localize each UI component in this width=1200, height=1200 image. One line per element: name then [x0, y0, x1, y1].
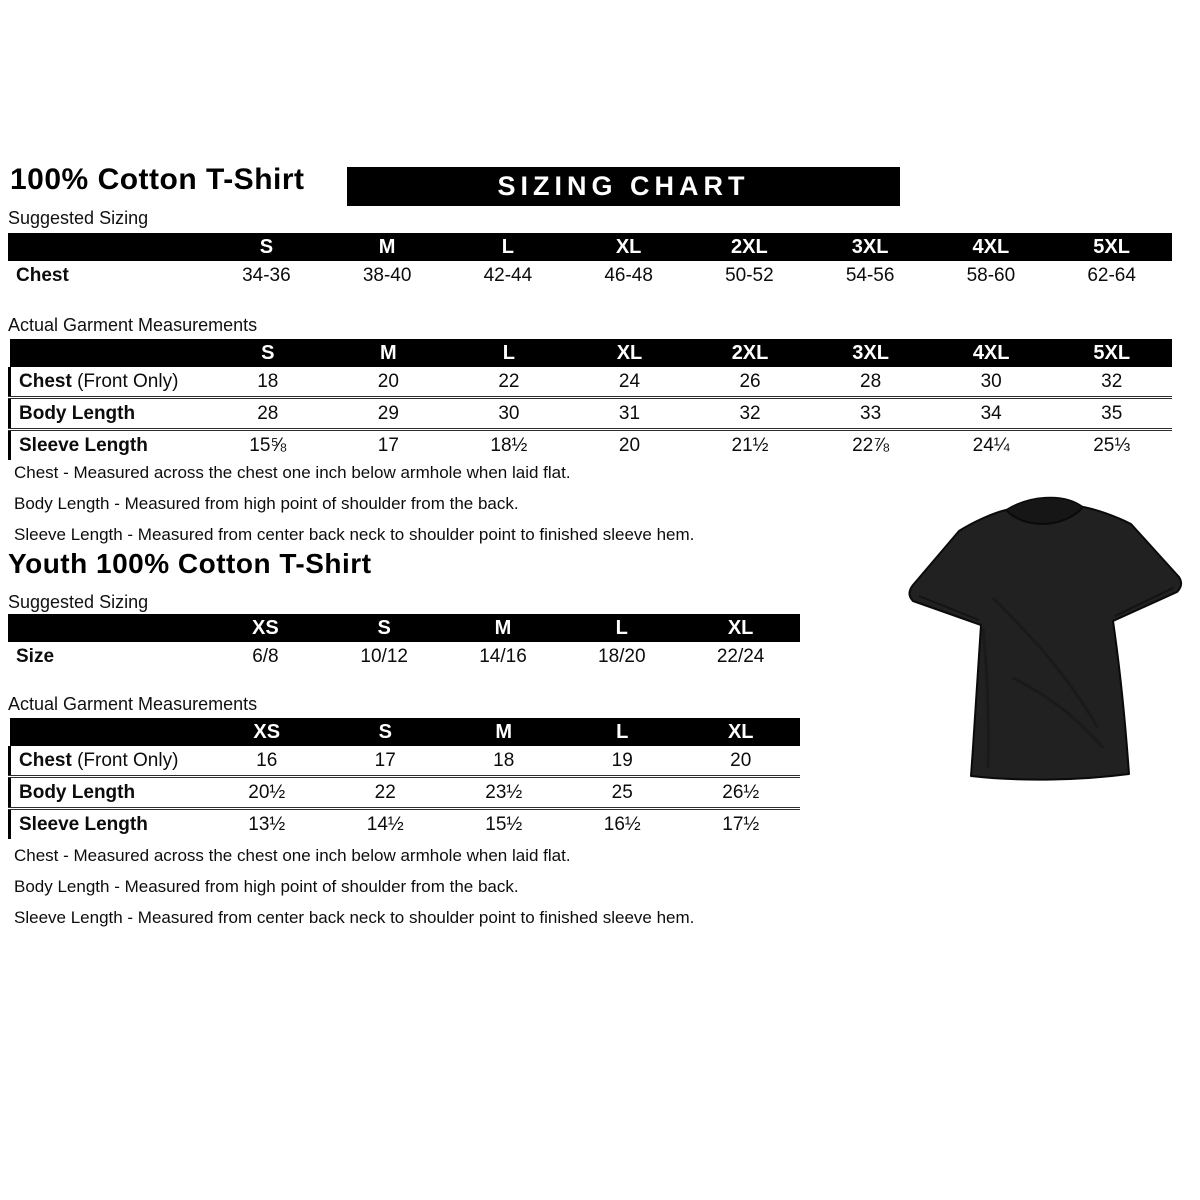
measurement-value: 14/16	[479, 645, 527, 667]
measurement-row	[10, 746, 801, 777]
black-tshirt-image	[893, 478, 1198, 806]
note-line: Body Length - Measured from high point of shoulder from the back.	[14, 494, 519, 513]
youth-measurement-notes	[14, 840, 694, 933]
measurement-value: 20½	[208, 777, 327, 809]
measurement-value: 20	[618, 434, 641, 456]
youth-suggested-sizing-label: Suggested Sizing	[8, 592, 149, 612]
measurement-value: 24¼	[972, 434, 1010, 456]
measurement-value: 25	[563, 777, 682, 809]
table-header-row	[10, 718, 801, 746]
size-column-header-2xl: 2XL	[690, 339, 811, 367]
measurement-value: 15⅝	[249, 434, 287, 456]
size-column-header-s: S	[326, 718, 445, 746]
measurement-value: 62-64	[1087, 264, 1136, 286]
measurement-value: 26	[690, 367, 811, 398]
note-line: Sleeve Length - Measured from center back neck to shoulder point to finished sleeve hem.	[14, 525, 695, 544]
size-column-header-l: L	[562, 614, 681, 642]
sizing-chart-banner	[347, 167, 900, 206]
size-column-header-l: L	[449, 339, 570, 367]
measurement-row	[10, 430, 1173, 461]
note-line: Chest - Measured across the chest one inch below armhole when laid flat.	[14, 463, 571, 482]
measurement-value: 31	[569, 398, 690, 430]
measurement-value: 30	[449, 398, 570, 430]
row-label: Chest (Front Only)	[10, 746, 208, 777]
measurement-value: 58-60	[966, 264, 1016, 286]
measurement-value: 22⅞	[852, 434, 890, 456]
size-column-header-2xl: 2XL	[689, 233, 810, 261]
header-spacer	[8, 233, 206, 261]
adult-suggested-sizing-table	[8, 233, 1172, 290]
measurement-value: 34	[931, 398, 1052, 430]
size-column-header-m: M	[445, 718, 564, 746]
measurement-value: 54-56	[845, 264, 895, 286]
table-header-row	[8, 614, 800, 642]
tshirt-body	[910, 507, 1182, 780]
size-column-header-5xl: 5XL	[1051, 339, 1172, 367]
measurement-value: 15½	[485, 813, 523, 835]
note-line: Sleeve Length - Measured from center back neck to shoulder point to finished sleeve hem.	[14, 908, 695, 927]
size-column-header-3xl: 3XL	[810, 233, 931, 261]
header-spacer	[10, 718, 208, 746]
row-label: Body Length	[10, 777, 208, 809]
adult-measurement-notes	[14, 457, 694, 550]
measurement-value: 32	[1051, 367, 1172, 398]
size-column-header-4xl: 4XL	[931, 233, 1052, 261]
note-line: Chest - Measured across the chest one inch below armhole when laid flat.	[14, 846, 571, 865]
measurement-value: 32	[690, 398, 811, 430]
measurement-value: 10/12	[360, 645, 408, 667]
adult-garment-measurements-label: Actual Garment Measurements	[8, 315, 258, 335]
size-column-header-xl: XL	[568, 233, 689, 261]
measurement-value: 23½	[445, 777, 564, 809]
row-label: Chest	[16, 264, 69, 286]
adult-section-title: 100% Cotton T-Shirt	[10, 163, 305, 196]
size-column-header-m: M	[444, 614, 563, 642]
size-column-header-xl: XL	[682, 718, 801, 746]
measurement-value: 28	[208, 398, 329, 430]
size-column-header-xl: XL	[681, 614, 800, 642]
measurement-value: 50-52	[725, 264, 774, 286]
measurement-value: 34-36	[242, 264, 291, 286]
header-spacer	[8, 614, 206, 642]
measurement-value: 42-44	[483, 264, 533, 286]
measurement-value: 26½	[682, 777, 801, 809]
youth-section-title: Youth 100% Cotton T-Shirt	[8, 548, 372, 579]
measurement-value: 22	[449, 367, 570, 398]
size-column-header-3xl: 3XL	[810, 339, 931, 367]
measurement-value: 20	[682, 746, 801, 777]
measurement-row	[10, 809, 801, 840]
size-column-header-l: L	[448, 233, 569, 261]
row-label: Body Length	[10, 398, 208, 430]
measurement-value: 19	[563, 746, 682, 777]
measurement-value: 22	[326, 777, 445, 809]
measurement-value: 18/20	[598, 645, 646, 667]
measurement-value: 25⅓	[1093, 434, 1131, 456]
measurement-value: 30	[931, 367, 1052, 398]
measurement-row	[10, 367, 1173, 398]
adult-garment-measurements-table	[8, 339, 1172, 460]
measurement-row	[10, 777, 801, 809]
measurement-value: 22/24	[716, 645, 765, 667]
measurement-value: 17	[326, 746, 445, 777]
measurement-value: 46-48	[604, 264, 653, 286]
size-column-header-xl: XL	[569, 339, 690, 367]
note-line: Body Length - Measured from high point of shoulder from the back.	[14, 877, 519, 896]
measurement-value: 29	[328, 398, 449, 430]
measurement-value: 35	[1051, 398, 1172, 430]
sizing-chart-banner-label: SIZING CHART	[497, 171, 750, 201]
measurement-value: 24	[569, 367, 690, 398]
measurement-value: 38-40	[362, 264, 412, 286]
row-label: Chest (Front Only)	[10, 367, 208, 398]
size-column-header-xs: XS	[208, 718, 327, 746]
youth-garment-measurements-table	[8, 718, 800, 839]
measurement-row	[8, 261, 1172, 290]
measurement-value: 18	[445, 746, 564, 777]
table-header-row	[10, 339, 1173, 367]
measurement-value: 28	[810, 367, 931, 398]
measurement-row	[8, 642, 800, 671]
size-column-header-4xl: 4XL	[931, 339, 1052, 367]
measurement-value: 21½	[731, 434, 769, 456]
measurement-value: 14½	[366, 813, 404, 835]
table-header-row	[8, 233, 1172, 261]
size-column-header-m: M	[327, 233, 448, 261]
youth-suggested-sizing-table	[8, 614, 800, 671]
row-label: Sleeve Length	[10, 430, 208, 461]
measurement-value: 18½	[490, 434, 528, 456]
size-column-header-5xl: 5XL	[1051, 233, 1172, 261]
size-column-header-l: L	[563, 718, 682, 746]
row-label: Sleeve Length	[10, 809, 208, 840]
size-column-header-s: S	[206, 233, 327, 261]
size-column-header-m: M	[328, 339, 449, 367]
size-column-header-s: S	[208, 339, 329, 367]
size-column-header-s: S	[325, 614, 444, 642]
measurement-value: 18	[208, 367, 329, 398]
measurement-value: 16½	[603, 813, 641, 835]
measurement-value: 33	[810, 398, 931, 430]
measurement-value: 13½	[248, 813, 286, 835]
youth-garment-measurements-label: Actual Garment Measurements	[8, 694, 258, 714]
adult-suggested-sizing-label: Suggested Sizing	[8, 208, 149, 228]
measurement-value: 17	[377, 434, 399, 456]
measurement-value: 20	[328, 367, 449, 398]
size-column-header-xs: XS	[206, 614, 325, 642]
row-label: Size	[16, 645, 55, 667]
measurement-value: 6/8	[252, 645, 279, 667]
measurement-row	[10, 398, 1173, 430]
header-spacer	[10, 339, 208, 367]
measurement-value: 17½	[722, 813, 760, 835]
measurement-value: 16	[208, 746, 327, 777]
